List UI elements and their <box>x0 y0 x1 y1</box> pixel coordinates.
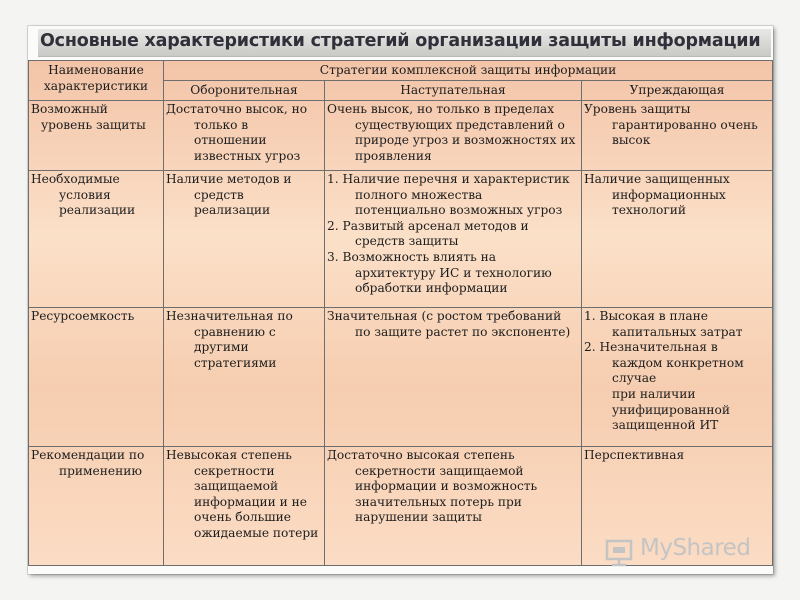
table-row <box>29 101 773 171</box>
list-item: 1. Наличие перечня и характеристик полного множества потенциально возможных угроз <box>327 172 570 218</box>
cell-proactive: Наличие защищенных информационных технологий <box>582 171 773 308</box>
cell-proactive: Перспективная <box>582 447 773 566</box>
row-name: Возможный уровень защиты <box>29 101 164 171</box>
cell-offensive: Достаточно высокая степень секретности защищаемой информации и возможность значительных потерь при нарушении защиты <box>325 447 582 566</box>
strategies-table <box>28 60 773 566</box>
cell-proactive <box>582 308 773 447</box>
cell-defensive: Невысокая степень секретности защищаемой информации и не очень большие ожидаемые потери <box>164 447 325 566</box>
list-item: 3. Возможность влиять на архитектуру ИС и технологию обработки информации <box>327 249 552 296</box>
cell-offensive: Значительная (с ростом требований по защите растет по экспоненте) <box>325 308 582 447</box>
list-item: 1. Высокая в плане капитальных затрат <box>584 309 743 339</box>
cell-defensive: Наличие методов и средств реализации <box>164 171 325 308</box>
header-offensive: Наступательная <box>325 81 582 101</box>
header-proactive: Упреждающая <box>582 81 773 101</box>
row-name: Необходимые условия реализации <box>29 171 164 308</box>
cell-offensive: Очень высок, но только в пределах существующих представлений о природе угроз и возможностях их проявления <box>325 101 582 171</box>
table-row <box>29 171 773 308</box>
header-defensive: Оборонительная <box>164 81 325 101</box>
watermark: MyShared <box>640 535 751 561</box>
cell-defensive: Достаточно высок, но только в отношении известных угроз <box>164 101 325 171</box>
cell-offensive <box>325 171 582 308</box>
myshared-logo-icon <box>604 538 638 568</box>
row-name: Ресурсоемкость <box>29 308 164 447</box>
list-item: 2. Незначительная в каждом конкретном случае при наличии унифицированной защищенной ИТ <box>584 340 744 433</box>
header-characteristic: Наименование характеристики <box>29 61 164 101</box>
list-item: 2. Развитый арсенал методов и средств защиты <box>327 218 529 249</box>
table-row <box>29 308 773 447</box>
header-strategies-group: Стратегии комплексной защиты информации <box>164 61 773 81</box>
cell-defensive: Незначительная по сравнению с другими стратегиями <box>164 308 325 447</box>
row-name: Рекомендации по применению <box>29 447 164 566</box>
cell-proactive: Уровень защиты гарантированно очень высок <box>582 101 773 171</box>
page-title: Основные характеристики стратегий организации защиты информации <box>40 31 761 51</box>
